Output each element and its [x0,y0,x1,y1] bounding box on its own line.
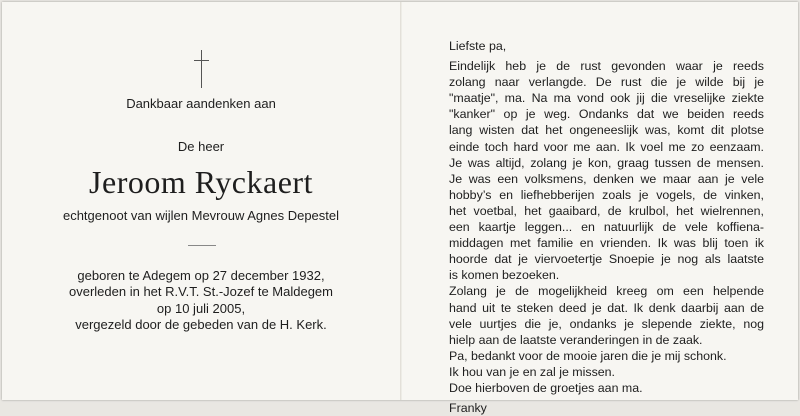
biography [2,268,400,334]
letter-line: lang wisten dat het ongeneeslijk was, komt dit plotse [449,123,764,138]
spouse-line: echtgenoot van wijlen Mevrouw Agnes Depestel [62,208,340,223]
farewell-letter [449,38,764,416]
death-place-line: overleden in het R.V.T. St.-Jozef te Maldegem [69,284,333,300]
letter-line: Doe hierboven de groetjes aan ma. [449,380,643,395]
letter-line: hoorde dat je viervoetertje Snoepie je nog als laatste [449,252,764,267]
letter-line: einde toch hard voor me aan. Ik voel me zo eenzaam. [449,139,764,154]
memorial-card [2,2,798,416]
letter-line: het voetbal, het gaaibard, de krulbol, het wielrennen, [449,203,764,218]
letter-line: Je was een volksmens, denken we maar aan je vele [449,171,764,186]
letter-line: Zolang je de mogelijkheid kreeg om een helpende [449,284,764,299]
cross-icon [189,50,215,88]
letter-line: Eindelijk heb je de rust gevonden waar je reeds [449,59,764,74]
separator-line [188,245,216,246]
letter-line: Pa, bedankt voor de mooie jaren die je mij schonk. [449,348,727,363]
memorial-right-panel [402,2,798,416]
prayer-line: vergezeld door de gebeden van de H. Kerk. [75,317,327,333]
memorial-left-panel [2,2,401,400]
letter-line: "maatje", ma. Na ma vond ook jij die vreselijke ziekte [449,91,764,106]
letter-line: Je was altijd, zolang je kon, graag tussen de mensen. [449,155,764,170]
birth-line: geboren te Adegem op 27 december 1932, [77,268,325,283]
letter-signature: Franky [449,401,487,416]
letter-line: "kanker" op je weg. Ondanks dat we beiden reeds [449,107,764,122]
letter-line: een kaartje leggen... en natuurlijk de vele koffiena- [449,220,764,235]
letter-line: is komen bezoeken. [449,268,560,283]
deceased-name: Jeroom Ryckaert [89,164,313,200]
letter-line: Ik hou van je en zal je missen. [449,364,615,379]
letter-line: vele uurtjes die je, ondanks je slepende ziekte, nog [449,316,764,331]
letter-line: hobby’s en liefhebberijen zoals je vogels, de vinken, [449,187,764,202]
death-date-line: op 10 juli 2005, [156,300,246,316]
memorial-title: De heer [177,139,225,154]
letter-line: zolang naar verlangde. De rust die je wilde bij je [449,75,764,90]
memorial-intro: Dankbaar aandenken aan [126,96,276,111]
letter-line: hand uit te steken deed je dat. Ik denk daarbij aan de [449,300,764,315]
letter-greeting: Liefste pa, [449,39,507,53]
letter-line: hielp aan de laatste veranderingen in de zaak. [449,332,703,347]
letter-line: middagen met familie en vrienden. Ik was blij toen ik [449,236,764,251]
